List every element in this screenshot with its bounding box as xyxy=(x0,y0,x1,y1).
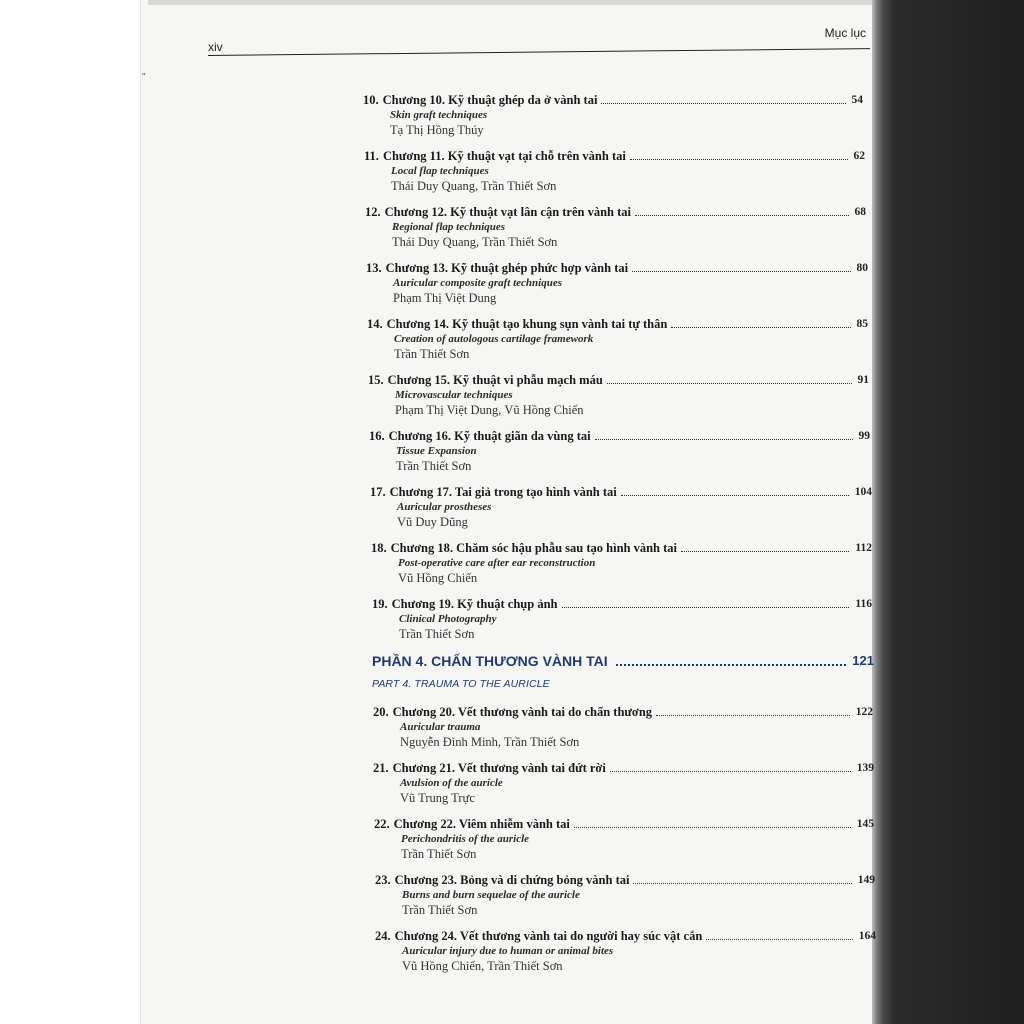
entry-authors: Vũ Hồng Chiến xyxy=(398,571,478,585)
entry-title: Chương 23. Bỏng và di chứng bỏng vành tai xyxy=(394,873,630,887)
entry-title: Chương 10. Kỹ thuật ghép da ở vành tai xyxy=(382,93,598,107)
entry-title: Chương 15. Kỹ thuật vi phẫu mạch máu xyxy=(387,373,603,387)
stray-mark: " xyxy=(142,72,146,83)
dot-leader xyxy=(616,664,847,666)
part-title: PHẦN 4. CHẤN THƯƠNG VÀNH TAI xyxy=(372,653,608,669)
entry-english-title: Avulsion of the auricle xyxy=(400,777,503,789)
entry-authors: Trần Thiết Sơn xyxy=(401,847,477,861)
toc-entry xyxy=(363,92,863,144)
entry-number: 21. xyxy=(373,761,389,775)
entry-english-title: Tissue Expansion xyxy=(396,445,477,457)
entry-title-line xyxy=(375,872,875,888)
dot-leader xyxy=(607,383,852,384)
entry-number: 24. xyxy=(375,929,391,943)
dot-leader xyxy=(595,439,853,440)
entry-english-title: Skin graft techniques xyxy=(390,109,488,121)
entry-title: Chương 18. Chăm sóc hậu phẫu sau tạo hình vành tai xyxy=(390,541,678,555)
entry-number: 23. xyxy=(375,873,391,887)
toc-entry xyxy=(373,704,873,756)
entry-title: Chương 24. Vết thương vành tai do người hay súc vật cắn xyxy=(394,929,703,943)
dot-leader xyxy=(632,271,850,272)
entry-number: 15. xyxy=(368,373,384,387)
part-heading xyxy=(372,652,874,690)
entry-authors: Thái Duy Quang, Trần Thiết Sơn xyxy=(391,179,557,193)
dot-leader xyxy=(621,495,849,496)
toc-entry xyxy=(365,204,866,256)
entry-title-line xyxy=(369,428,870,444)
entry-page-number: 139 xyxy=(856,762,874,774)
entry-page-number: 85 xyxy=(856,318,868,330)
entry-authors: Vũ Trung Trực xyxy=(400,791,475,805)
entry-authors: Tạ Thị Hồng Thúy xyxy=(390,123,484,137)
entry-authors: Trần Thiết Sơn xyxy=(402,903,478,917)
entry-page-number: 68 xyxy=(854,206,866,218)
toc-entry xyxy=(368,372,869,424)
entry-title: Chương 16. Kỹ thuật giãn da vùng tai xyxy=(388,429,591,443)
dot-leader xyxy=(562,607,850,608)
entry-page-number: 104 xyxy=(854,486,872,498)
entry-title-line xyxy=(366,260,868,276)
entry-page-number: 122 xyxy=(855,706,873,718)
entry-page-number: 149 xyxy=(857,874,875,886)
entry-number: 13. xyxy=(366,261,382,275)
toc-entry xyxy=(370,484,872,536)
entry-title: Chương 22. Viêm nhiễm vành tai xyxy=(393,817,570,831)
dot-leader xyxy=(706,939,852,940)
dot-leader xyxy=(681,551,849,552)
entry-title-line xyxy=(364,148,865,164)
entry-number: 12. xyxy=(365,205,381,219)
entry-title: Chương 20. Vết thương vành tai do chấn thương xyxy=(392,705,653,719)
entry-english-title: Auricular trauma xyxy=(400,721,481,733)
entry-number: 19. xyxy=(372,597,388,611)
entry-number: 18. xyxy=(371,541,387,555)
entry-title: Chương 12. Kỹ thuật vạt lân cận trên vành tai xyxy=(384,205,632,219)
toc-entry xyxy=(375,872,875,924)
toc-entry xyxy=(373,760,874,812)
toc-entry xyxy=(369,428,870,480)
entry-page-number: 116 xyxy=(855,598,872,610)
entry-title-line xyxy=(371,540,872,556)
entry-title-line xyxy=(374,816,874,832)
entry-page-number: 164 xyxy=(858,930,876,942)
entry-title-line xyxy=(373,704,873,720)
entry-title: Chương 11. Kỹ thuật vạt tại chỗ trên vành tai xyxy=(382,149,626,163)
entry-english-title: Auricular injury due to human or animal bites xyxy=(402,945,614,957)
entry-english-title: Local flap techniques xyxy=(391,165,489,177)
toc-entry xyxy=(366,260,868,312)
entry-title: Chương 13. Kỹ thuật ghép phức hợp vành tai xyxy=(385,261,629,275)
dot-leader xyxy=(671,327,850,328)
entry-english-title: Perichondritis of the auricle xyxy=(401,833,530,845)
part-title-line xyxy=(372,652,874,670)
entry-english-title: Auricular composite graft techniques xyxy=(393,277,562,289)
entry-page-number: 91 xyxy=(857,374,869,386)
entry-page-number: 80 xyxy=(856,262,868,274)
entry-authors: Phạm Thị Việt Dung xyxy=(393,291,497,305)
entry-title-line xyxy=(367,316,868,332)
entry-english-title: Clinical Photography xyxy=(399,613,497,625)
entry-title: Chương 14. Kỹ thuật tạo khung sụn vành tai tự thân xyxy=(386,317,668,331)
dot-leader xyxy=(630,159,848,160)
entry-page-number: 112 xyxy=(855,542,872,554)
entry-authors: Trần Thiết Sơn xyxy=(399,627,475,641)
entry-title-line xyxy=(365,204,866,220)
entry-title-line xyxy=(375,928,876,944)
entry-authors: Vũ Duy Dũng xyxy=(397,515,468,529)
entry-number: 16. xyxy=(369,429,385,443)
entry-authors: Thái Duy Quang, Trần Thiết Sơn xyxy=(392,235,558,249)
page-gutter-shadow xyxy=(872,0,1024,1024)
part-english-title: PART 4. TRAUMA TO THE AURICLE xyxy=(372,678,550,690)
page-number: xiv xyxy=(208,40,223,54)
entry-english-title: Auricular prostheses xyxy=(397,501,492,513)
entry-number: 17. xyxy=(370,485,386,499)
entry-title: Chương 17. Tai giả trong tạo hình vành tai xyxy=(389,485,617,499)
dot-leader xyxy=(635,215,848,216)
entry-english-title: Regional flap techniques xyxy=(392,221,506,233)
entry-authors: Trần Thiết Sơn xyxy=(394,347,470,361)
part-page-number: 121 xyxy=(852,653,874,668)
entry-page-number: 62 xyxy=(853,150,865,162)
entry-english-title: Post-operative care after ear reconstruction xyxy=(398,557,596,569)
entry-title: Chương 19. Kỹ thuật chụp ảnh xyxy=(391,597,558,611)
toc-entry xyxy=(364,148,865,200)
toc-entry xyxy=(367,316,868,368)
entry-page-number: 54 xyxy=(851,94,863,106)
entry-authors: Nguyễn Đình Minh, Trần Thiết Sơn xyxy=(400,735,580,749)
entry-english-title: Burns and burn sequelae of the auricle xyxy=(402,889,580,901)
entry-number: 20. xyxy=(373,705,389,719)
toc-entry xyxy=(375,928,876,980)
entry-number: 10. xyxy=(363,93,379,107)
running-title: Mục lục xyxy=(824,26,866,40)
entry-page-number: 99 xyxy=(858,430,870,442)
entry-authors: Phạm Thị Việt Dung, Vũ Hồng Chiến xyxy=(395,403,584,417)
toc-entry xyxy=(371,540,872,592)
entry-title-line xyxy=(370,484,872,500)
dot-leader xyxy=(633,883,851,884)
entry-english-title: Creation of autologous cartilage framework xyxy=(394,333,594,345)
entry-title-line xyxy=(368,372,869,388)
entry-title-line xyxy=(373,760,874,776)
entry-authors: Trần Thiết Sơn xyxy=(396,459,472,473)
entry-title-line xyxy=(372,596,872,612)
entry-title: Chương 21. Vết thương vành tai đứt rời xyxy=(392,761,606,775)
dot-leader xyxy=(574,827,851,828)
toc-entry xyxy=(372,596,872,648)
entry-number: 22. xyxy=(374,817,390,831)
dot-leader xyxy=(601,103,845,104)
entry-page-number: 145 xyxy=(856,818,874,830)
entry-english-title: Microvascular techniques xyxy=(395,389,513,401)
entry-number: 11. xyxy=(364,149,379,163)
entry-authors: Vũ Hồng Chiến, Trần Thiết Sơn xyxy=(402,959,563,973)
entry-title-line xyxy=(363,92,863,108)
toc-entry xyxy=(374,816,874,868)
entry-number: 14. xyxy=(367,317,383,331)
dot-leader xyxy=(610,771,851,772)
dot-leader xyxy=(656,715,850,716)
